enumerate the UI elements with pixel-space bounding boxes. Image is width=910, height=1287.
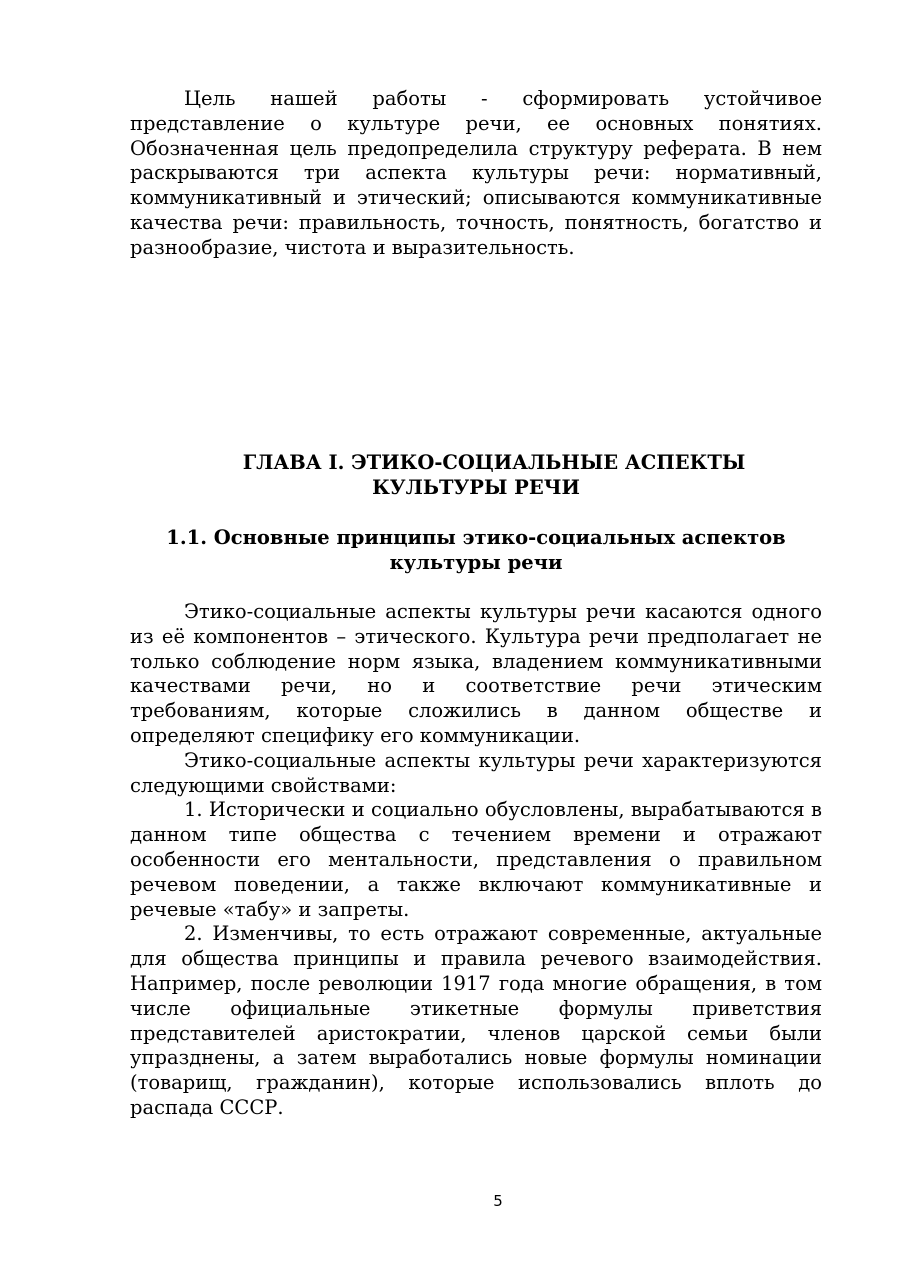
intro-text [130, 87, 822, 261]
section-heading: 1.1. Основные принципы этико-социальных аспектов культуры речи [166, 526, 786, 574]
intro-paragraph: Цель нашей работы - сформировать устойчивое представление о культуре речи, ее основных понятиях. Обозначенная цель предопределила структуру реферата. В нем раскрываются три аспекта культуры речи: нормативный, коммуникативный и этический; описываются коммуникативные качества речи: правильность, точность, понятность, богатство и разнообразие, чистота и выразительность. [130, 87, 822, 259]
chapter-heading [130, 450, 822, 500]
body-paragraph: Этико-социальные аспекты культуры речи касаются одного из её компонентов – этического. Культура речи предполагает не только соблюдение норм языка, владением коммуникативными качествами речи, но и соответствие речи этическим требованиям, которые сложились в данном обществе и определяют специфику его коммуникации. [130, 600, 822, 747]
chapter-title-line1: ГЛАВА I. ЭТИКО-СОЦИАЛЬНЫЕ АСПЕКТЫ [242, 451, 746, 474]
body-text [130, 600, 822, 1121]
body-paragraph: 2. Изменчивы, то есть отражают современные, актуальные для общества принципы и правила речевого взаимодействия. Например, после революции 1917 года многие обращения, в том числе официальные этикетные формулы приветствия представителей аристократии, членов царской семьи были упразднены, а затем выработались новые формулы номинации (товарищ, гражданин), которые использовались вплоть до распада СССР. [130, 922, 822, 1119]
body-paragraph: Этико-социальные аспекты культуры речи характеризуются следующими свойствами: [130, 748, 822, 797]
body-paragraph: 1. Исторически и социально обусловлены, вырабатываются в данном типе общества с течением времени и отражают особенности его ментальности, представления о правильном речевом поведении, а также включают коммуникативные и речевые «табу» и запреты. [130, 798, 822, 921]
page-number: 5 [493, 1192, 503, 1210]
chapter-title-line2: КУЛЬТУРЫ РЕЧИ [372, 476, 580, 499]
